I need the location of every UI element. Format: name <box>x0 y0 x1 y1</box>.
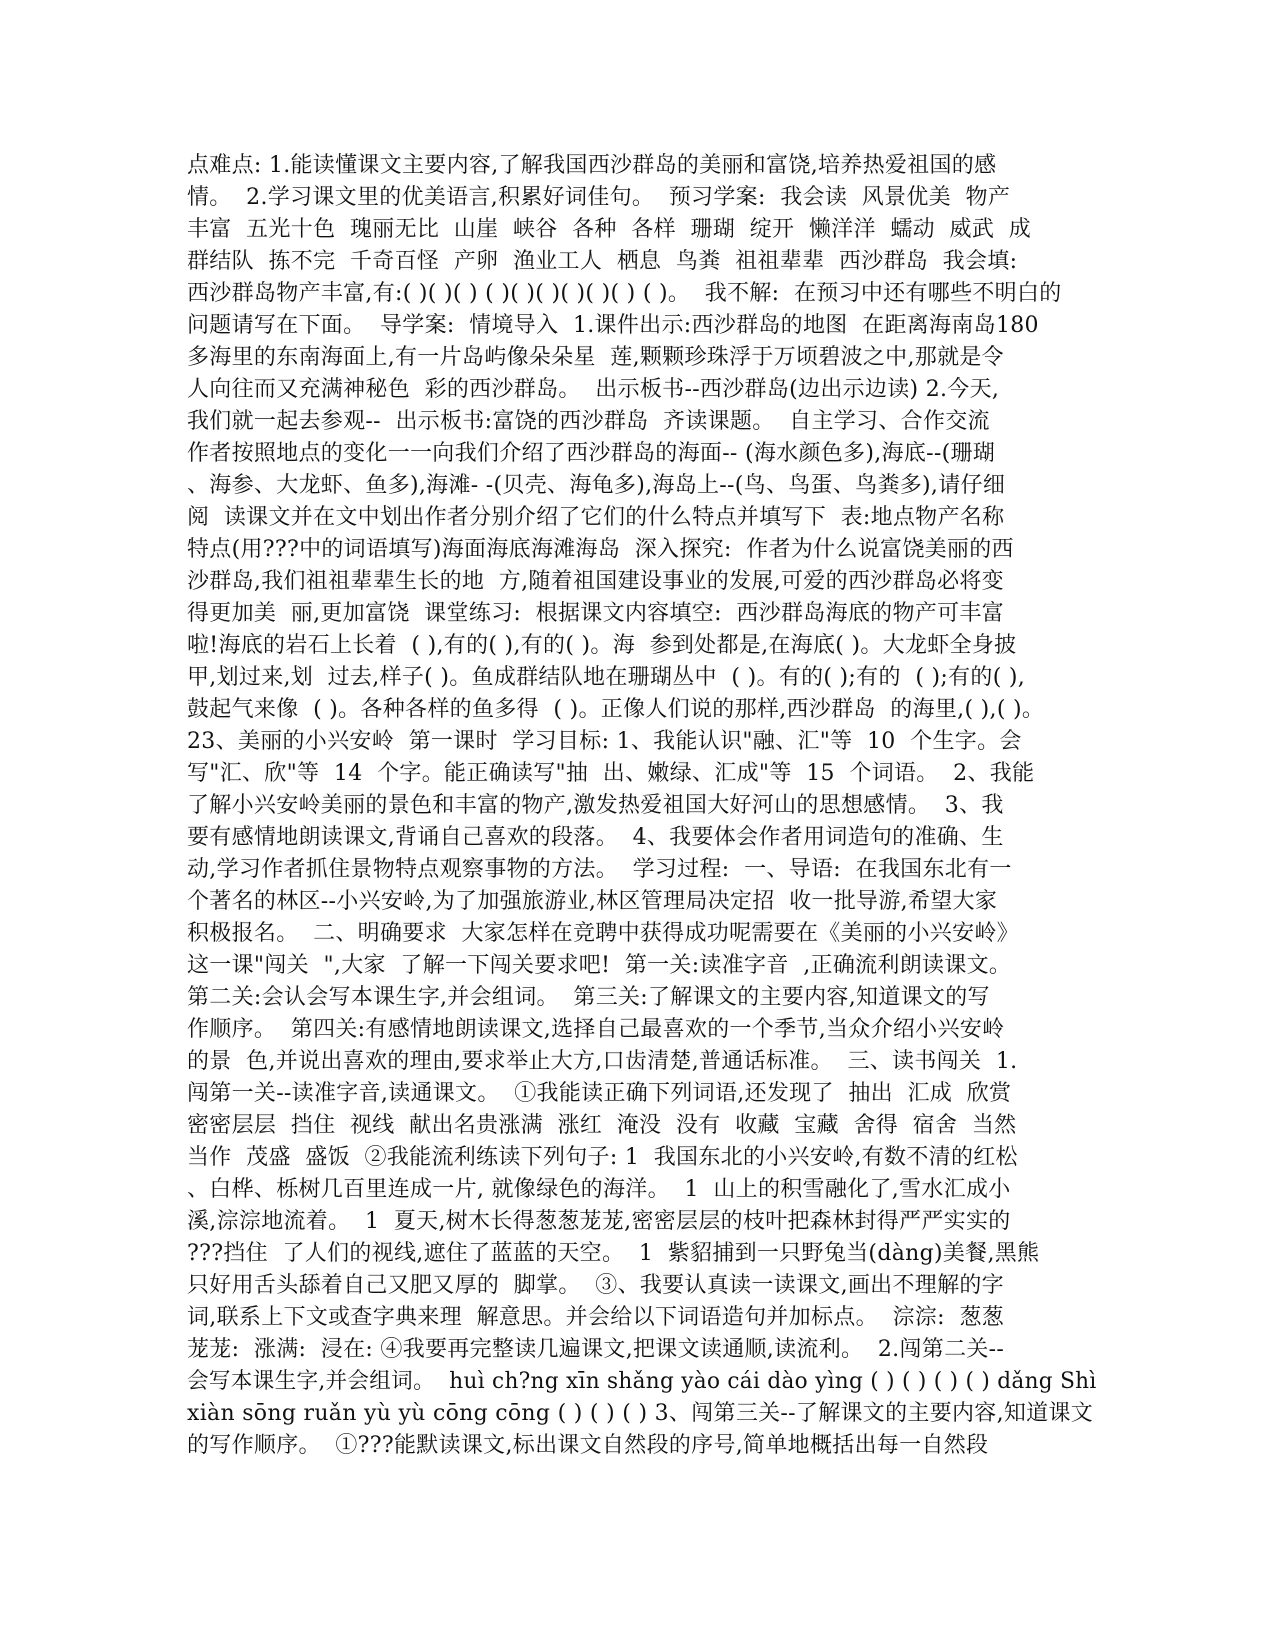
text-line: 茏茏: 涨满: 浸在: ④我要再完整读几遍课文,把课文读通顺,读流利。 2.闯第二关-- <box>187 1337 1005 1362</box>
text-line: 情。 2.学习课文里的优美语言,积累好词佳句。 预习学案: 我会读 风景优美 物产 <box>187 185 1011 210</box>
text-line: 23、美丽的小兴安岭 第一课时 学习目标: 1、我能认识"融、汇"等 10 个生字。会 <box>187 729 1022 754</box>
text-line: 这一课"闯关 ",大家 了解一下闯关要求吧! 第一关:读准字音 ,正确流利朗读课文。 <box>187 953 1012 978</box>
text-line: 阅 读课文并在文中划出作者分别介绍了它们的什么特点并填写下 表:地点物产名称 <box>187 505 1005 530</box>
text-line: 词,联系上下文或查字典来理 解意思。并会给以下词语造句并加标点。 淙淙: 葱葱 <box>187 1305 1004 1330</box>
text-line: 动,学习作者抓住景物特点观察事物的方法。 学习过程: 一、导语: 在我国东北有一 <box>187 857 1012 882</box>
text-line: 的景 色,并说出喜欢的理由,要求举止大方,口齿清楚,普通话标准。 三、读书闯关 1. <box>187 1049 1018 1074</box>
text-line: 作者按照地点的变化一一向我们介绍了西沙群岛的海面-- (海水颜色多),海底--(珊瑚 <box>187 441 996 466</box>
text-line: 闯第一关--读准字音,读通课文。 ①我能读正确下列词语,还发现了 抽出 汇成 欣赏 <box>187 1081 1012 1106</box>
body-text <box>187 150 1097 1462</box>
text-line: 当作 茂盛 盛饭 ②我能流利练读下列句子: 1 我国东北的小兴安岭,有数不清的红松 <box>187 1145 1018 1170</box>
text-line: 鼓起气来像 ( )。各种各样的鱼多得 ( )。正像人们说的那样,西沙群岛 的海里,( ),( )。 <box>187 697 1045 722</box>
text-line: 作顺序。 第四关:有感情地朗读课文,选择自己最喜欢的一个季节,当众介绍小兴安岭 <box>187 1017 1005 1042</box>
text-line: 甲,划过来,划 过去,样子( )。鱼成群结队地在珊瑚丛中 ( )。有的( );有的 ( );有的( ), <box>187 665 1026 690</box>
text-line: 溪,淙淙地流着。 1 夏天,树木长得葱葱茏茏,密密层层的枝叶把森林封得严严实实的 <box>187 1209 1011 1234</box>
text-line: 积极报名。 二、明确要求 大家怎样在竞聘中获得成功呢需要在《美丽的小兴安岭》 <box>187 921 1019 946</box>
text-line: 个著名的林区--小兴安岭,为了加强旅游业,林区管理局决定招 收一批导游,希望大家 <box>187 889 998 914</box>
text-line: 人向往而又充满神秘色 彩的西沙群岛。 出示板书--西沙群岛(边出示边读) 2.今天, <box>187 377 1000 402</box>
text-line: 西沙群岛物产丰富,有:( )( )( ) ( )( )( )( )( )( ) ( )。 我不解: 在预习中还有哪些不明白的 <box>187 281 1062 306</box>
text-line: 密密层层 挡住 视线 献出名贵涨满 涨红 淹没 没有 收藏 宝藏 舍得 宿舍 当然 <box>187 1113 1017 1138</box>
text-line: 的写作顺序。 ①???能默读课文,标出课文自然段的序号,简单地概括出每一自然段 <box>187 1433 989 1458</box>
text-line: 啦!海底的岩石上长着 ( ),有的( ),有的( )。海 参到处都是,在海底( )。大龙虾全身披 <box>187 633 1017 658</box>
text-line: 特点(用???中的词语填写)海面海底海滩海岛 深入探究: 作者为什么说富饶美丽的西 <box>187 537 1014 562</box>
text-line: 、海参、大龙虾、鱼多),海滩- -(贝壳、海龟多),海岛上--(鸟、鸟蛋、鸟粪多),请仔细 <box>187 473 1006 498</box>
text-line: 问题请写在下面。 导学案: 情境导入 1.课件出示:西沙群岛的地图 在距离海南岛180 <box>187 313 1039 338</box>
text-line: 了解小兴安岭美丽的景色和丰富的物产,激发热爱祖国大好河山的思想感情。 3、我 <box>187 793 1004 818</box>
text-line: 丰富 五光十色 瑰丽无比 山崖 峡谷 各种 各样 珊瑚 绽开 懒洋洋 蠕动 威武 成 <box>187 217 1032 242</box>
text-line: 点难点: 1.能读懂课文主要内容,了解我国西沙群岛的美丽和富饶,培养热爱祖国的感 <box>187 153 997 178</box>
text-line: 写"汇、欣"等 14 个字。能正确读写"抽 出、嫩绿、汇成"等 15 个词语。 2、我能 <box>187 761 1035 786</box>
text-line: xiàn sōng ruǎn yù yù cōng cōng ( ) ( ) ( ) 3、闯第三关--了解课文的主要内容,知道课文 <box>187 1401 1094 1426</box>
text-line: 、白桦、栎树几百里连成一片, 就像绿色的海洋。 1 山上的积雪融化了,雪水汇成小 <box>187 1177 1011 1202</box>
text-line: 第二关:会认会写本课生字,并会组词。 第三关:了解课文的主要内容,知道课文的写 <box>187 985 990 1010</box>
text-line: ???挡住 了人们的视线,遮住了蓝蓝的天空。 1 紫貂捕到一只野兔当(dàng)美餐,黑熊 <box>187 1241 1040 1266</box>
text-line: 要有感情地朗读课文,背诵自己喜欢的段落。 4、我要体会作者用词造句的准确、生 <box>187 825 1004 850</box>
text-line: 我们就一起去参观-- 出示板书:富饶的西沙群岛 齐读课题。 自主学习、合作交流 <box>187 409 990 434</box>
text-line: 多海里的东南海面上,有一片岛屿像朵朵星 莲,颗颗珍珠浮于万顷碧波之中,那就是令 <box>187 345 1004 370</box>
text-line: 只好用舌头舔着自己又肥又厚的 脚掌。 ③、我要认真读一读课文,画出不理解的字 <box>187 1273 1004 1298</box>
text-line: 得更加美 丽,更加富饶 课堂练习: 根据课文内容填空: 西沙群岛海底的物产可丰富 <box>187 601 1004 626</box>
text-line: 群结队 拣不完 千奇百怪 产卵 渔业工人 栖息 鸟粪 祖祖辈辈 西沙群岛 我会填: <box>187 249 1018 274</box>
text-line: 沙群岛,我们祖祖辈辈生长的地 方,随着祖国建设事业的发展,可爱的西沙群岛必将变 <box>187 569 1004 594</box>
text-line: 会写本课生字,并会组词。 huì ch?ng xīn shǎng yào cái dào yìng ( ) ( ) ( ) ( ) dǎng Shì <box>187 1369 1097 1394</box>
